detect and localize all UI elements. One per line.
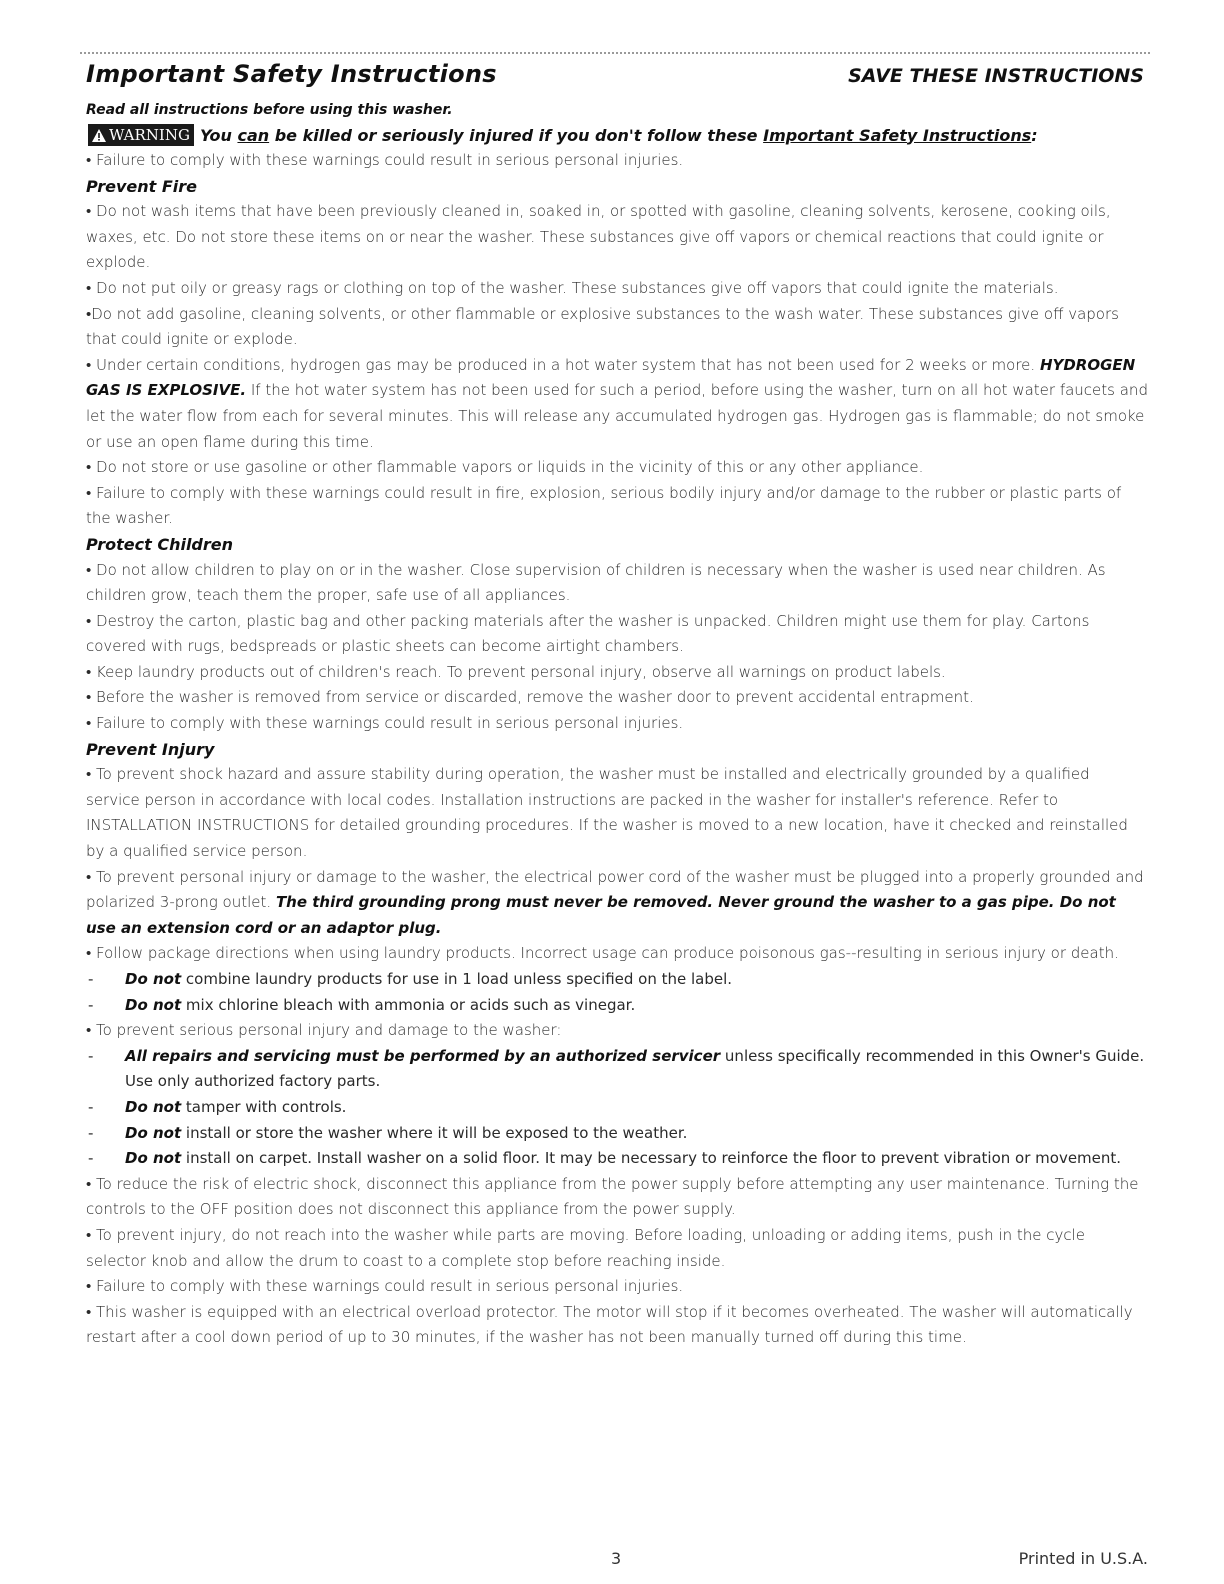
warning-badge [88, 124, 194, 146]
injury-paragraph: • To prevent injury, do not reach into the washer while parts are moving. Before loading, unloading or adding items, push in the cycle selector knob and allow the drum to coast to a complete stop before reaching inside. [86, 1225, 1085, 1270]
dash-text: mix chlorine bleach with ammonia or acids such as vinegar. [181, 995, 636, 1014]
dash-item: - Do not install on carpet. Install washer on a solid floor. It may be necessary to reinforce the floor to prevent vibration or movement. [88, 1149, 1122, 1168]
hydrogen-emphasis: HYDROGEN GAS IS EXPLOSIVE. [86, 355, 1136, 400]
injury-paragraph-grounding [86, 865, 1148, 942]
injury-paragraph: • To reduce the risk of electric shock, disconnect this appliance from the power supply before attempting any user maintenance. Turning the controls to the OFF position does not disconnect this appliance from the power supply. [86, 1174, 1139, 1219]
warning-text-a: You [199, 125, 238, 145]
dash-text: install on carpet. Install washer on a solid floor. It may be necessary to reinforce the floor to prevent vibration or movement. [181, 1149, 1122, 1168]
grounding-text: • To prevent personal injury or damage to the washer, the electrical power cord of the washer must be plugged into a properly grounded and polarized 3-prong outlet. [86, 867, 1144, 912]
dash-item: - Do not install or store the washer where it will be exposed to the weather. [88, 1123, 688, 1142]
warning-statement [200, 126, 1038, 145]
dash-item: - Do not tamper with controls. [88, 1097, 347, 1116]
dash-text: combine laundry products for use in 1 load unless specified on the label. [181, 970, 733, 988]
injury-paragraph: • To prevent serious personal injury and damage to the washer: [86, 1021, 562, 1040]
dash-item: - Do not mix chlorine bleach with ammonia or acids such as vinegar. [88, 995, 636, 1014]
children-paragraph: • Before the washer is removed from service or discarded, remove the washer door to prevent accidental entrapment. [86, 688, 974, 707]
grounding-emphasis: The third grounding prong must never be removed. Never ground the washer to a gas pipe. Do not use an extension cord or an adaptor plug. [86, 893, 1116, 937]
fire-paragraph: • Do not store or use gasoline or other flammable vapors or liquids in the vicinity of this or any other appliance. [86, 458, 924, 477]
dash-text: unless specifically recommended in this Owner's Guide. Use only authorized factory parts. [125, 1046, 1145, 1091]
dash-emphasis: Do not [125, 1149, 182, 1168]
injury-paragraph: • Follow package directions when using laundry products. Incorrect usage can produce poisonous gas--resulting in serious injury or death. [86, 944, 1119, 963]
page-number: 3 [611, 1549, 622, 1568]
injury-paragraph: • To prevent shock hazard and assure stability during operation, the washer must be installed and electrically grounded by a qualified service person in accordance with local codes. Installation instructions are packed in the washer for installer's reference. Refer to INSTALLATION INSTRUCTIONS for detailed grounding procedures. If the washer is moved to a new location, have it checked and reinstalled by a qualified service person. [86, 765, 1128, 861]
injury-paragraph: • Failure to comply with these warnings could result in serious personal injuries. [86, 1277, 684, 1296]
page-header [86, 60, 1148, 96]
warning-triangle-icon [91, 128, 107, 143]
hydrogen-text-a: • Under certain conditions, hydrogen gas may be produced in a hot water system that has not been used for 2 weeks or more. [86, 355, 1040, 374]
children-paragraph: • Do not allow children to play on or in the washer. Close supervision of children is necessary when the washer is used near children. As children grow, teach them the proper, safe use of all appliances. [86, 560, 1106, 605]
hydrogen-text-c: If the hot water system has not been used for such a period, before using the washer, turn on all hot water faucets and let the water flow from each for several minutes. This will release any accumulated hydrogen gas. Hydrogen gas is flammable; do not smoke or use an open flame during this time. [86, 381, 1148, 451]
children-paragraph: • Destroy the carton, plastic bag and other packing materials after the washer is unpacked. Children might use them for play. Cartons covered with rugs, bedspreads or plastic sheets can become airtight chambers. [86, 611, 1090, 656]
fire-paragraph: • Failure to comply with these warnings could result in fire, explosion, serious bodily injury and/or damage to the rubber or plastic parts of the washer. [86, 483, 1122, 528]
dash-text: tamper with controls. [181, 1097, 347, 1116]
fire-paragraph: •Do not add gasoline, cleaning solvents, or other flammable or explosive substances to the wash water. These substances give off vapors that could ignite or explode. [86, 304, 1119, 349]
warning-text-c: : [1031, 125, 1038, 145]
warning-text-emphasis: Important Safety Instructions [763, 125, 1032, 145]
dash-emphasis: All repairs and servicing must be performed by an authorized servicer [125, 1046, 721, 1065]
intro-paragraph: • Failure to comply with these warnings could result in serious personal injuries. [86, 151, 684, 169]
warning-line [86, 122, 1148, 148]
document-page [86, 52, 1148, 1568]
dash-text: install or store the washer where it will be exposed to the weather. [181, 1123, 688, 1142]
section-heading-children: Protect Children [86, 534, 234, 554]
children-paragraph: • Failure to comply with these warnings could result in serious personal injuries. [86, 714, 684, 733]
dash-item: - Do not combine laundry products for use in 1 load unless specified on the label. [88, 970, 733, 988]
save-instructions-heading: SAVE THESE INSTRUCTIONS [848, 65, 1144, 87]
fire-paragraph-hydrogen [86, 353, 1148, 455]
dash-emphasis: Do not [125, 1123, 182, 1142]
dash-item: - All repairs and servicing must be performed by an authorized servicer unless specifically recommended in this Owner's Guide. Use only authorized factory parts. [88, 1046, 1145, 1091]
injury-paragraph: • This washer is equipped with an electrical overload protector. The motor will stop if it becomes overheated. The washer will automatically restart after a cool down period of up to 30 minutes, if the washer has not been manually turned off during this time. [86, 1302, 1133, 1347]
dash-emphasis: Do not [125, 995, 182, 1014]
page-footer [86, 1549, 1148, 1573]
printed-in: Printed in U.S.A. [1018, 1549, 1148, 1568]
warning-text-can: can [237, 125, 270, 145]
warning-text-b: be killed or seriously injured if you don't follow these [269, 125, 764, 145]
section-heading-fire: Prevent Fire [86, 176, 198, 196]
read-all-notice: Read all instructions before using this washer. [86, 102, 453, 118]
dash-emphasis: Do not [125, 970, 182, 988]
section-heading-injury: Prevent Injury [86, 739, 215, 759]
warning-badge-label: WARNING [109, 126, 190, 144]
fire-paragraph: • Do not put oily or greasy rags or clothing on top of the washer. These substances give off vapors that could ignite the materials. [86, 278, 1059, 297]
page-title: Important Safety Instructions [86, 60, 497, 88]
top-divider [80, 52, 1150, 54]
children-paragraph: • Keep laundry products out of children's reach. To prevent personal injury, observe all warnings on product labels. [86, 662, 946, 681]
fire-paragraph: • Do not wash items that have been previously cleaned in, soaked in, or spotted with gasoline, cleaning solvents, kerosene, cooking oils, waxes, etc. Do not store these items on or near the washer. These substances give off vapors or chemical reactions that could ignite or explode. [86, 202, 1111, 272]
dash-emphasis: Do not [125, 1097, 182, 1116]
